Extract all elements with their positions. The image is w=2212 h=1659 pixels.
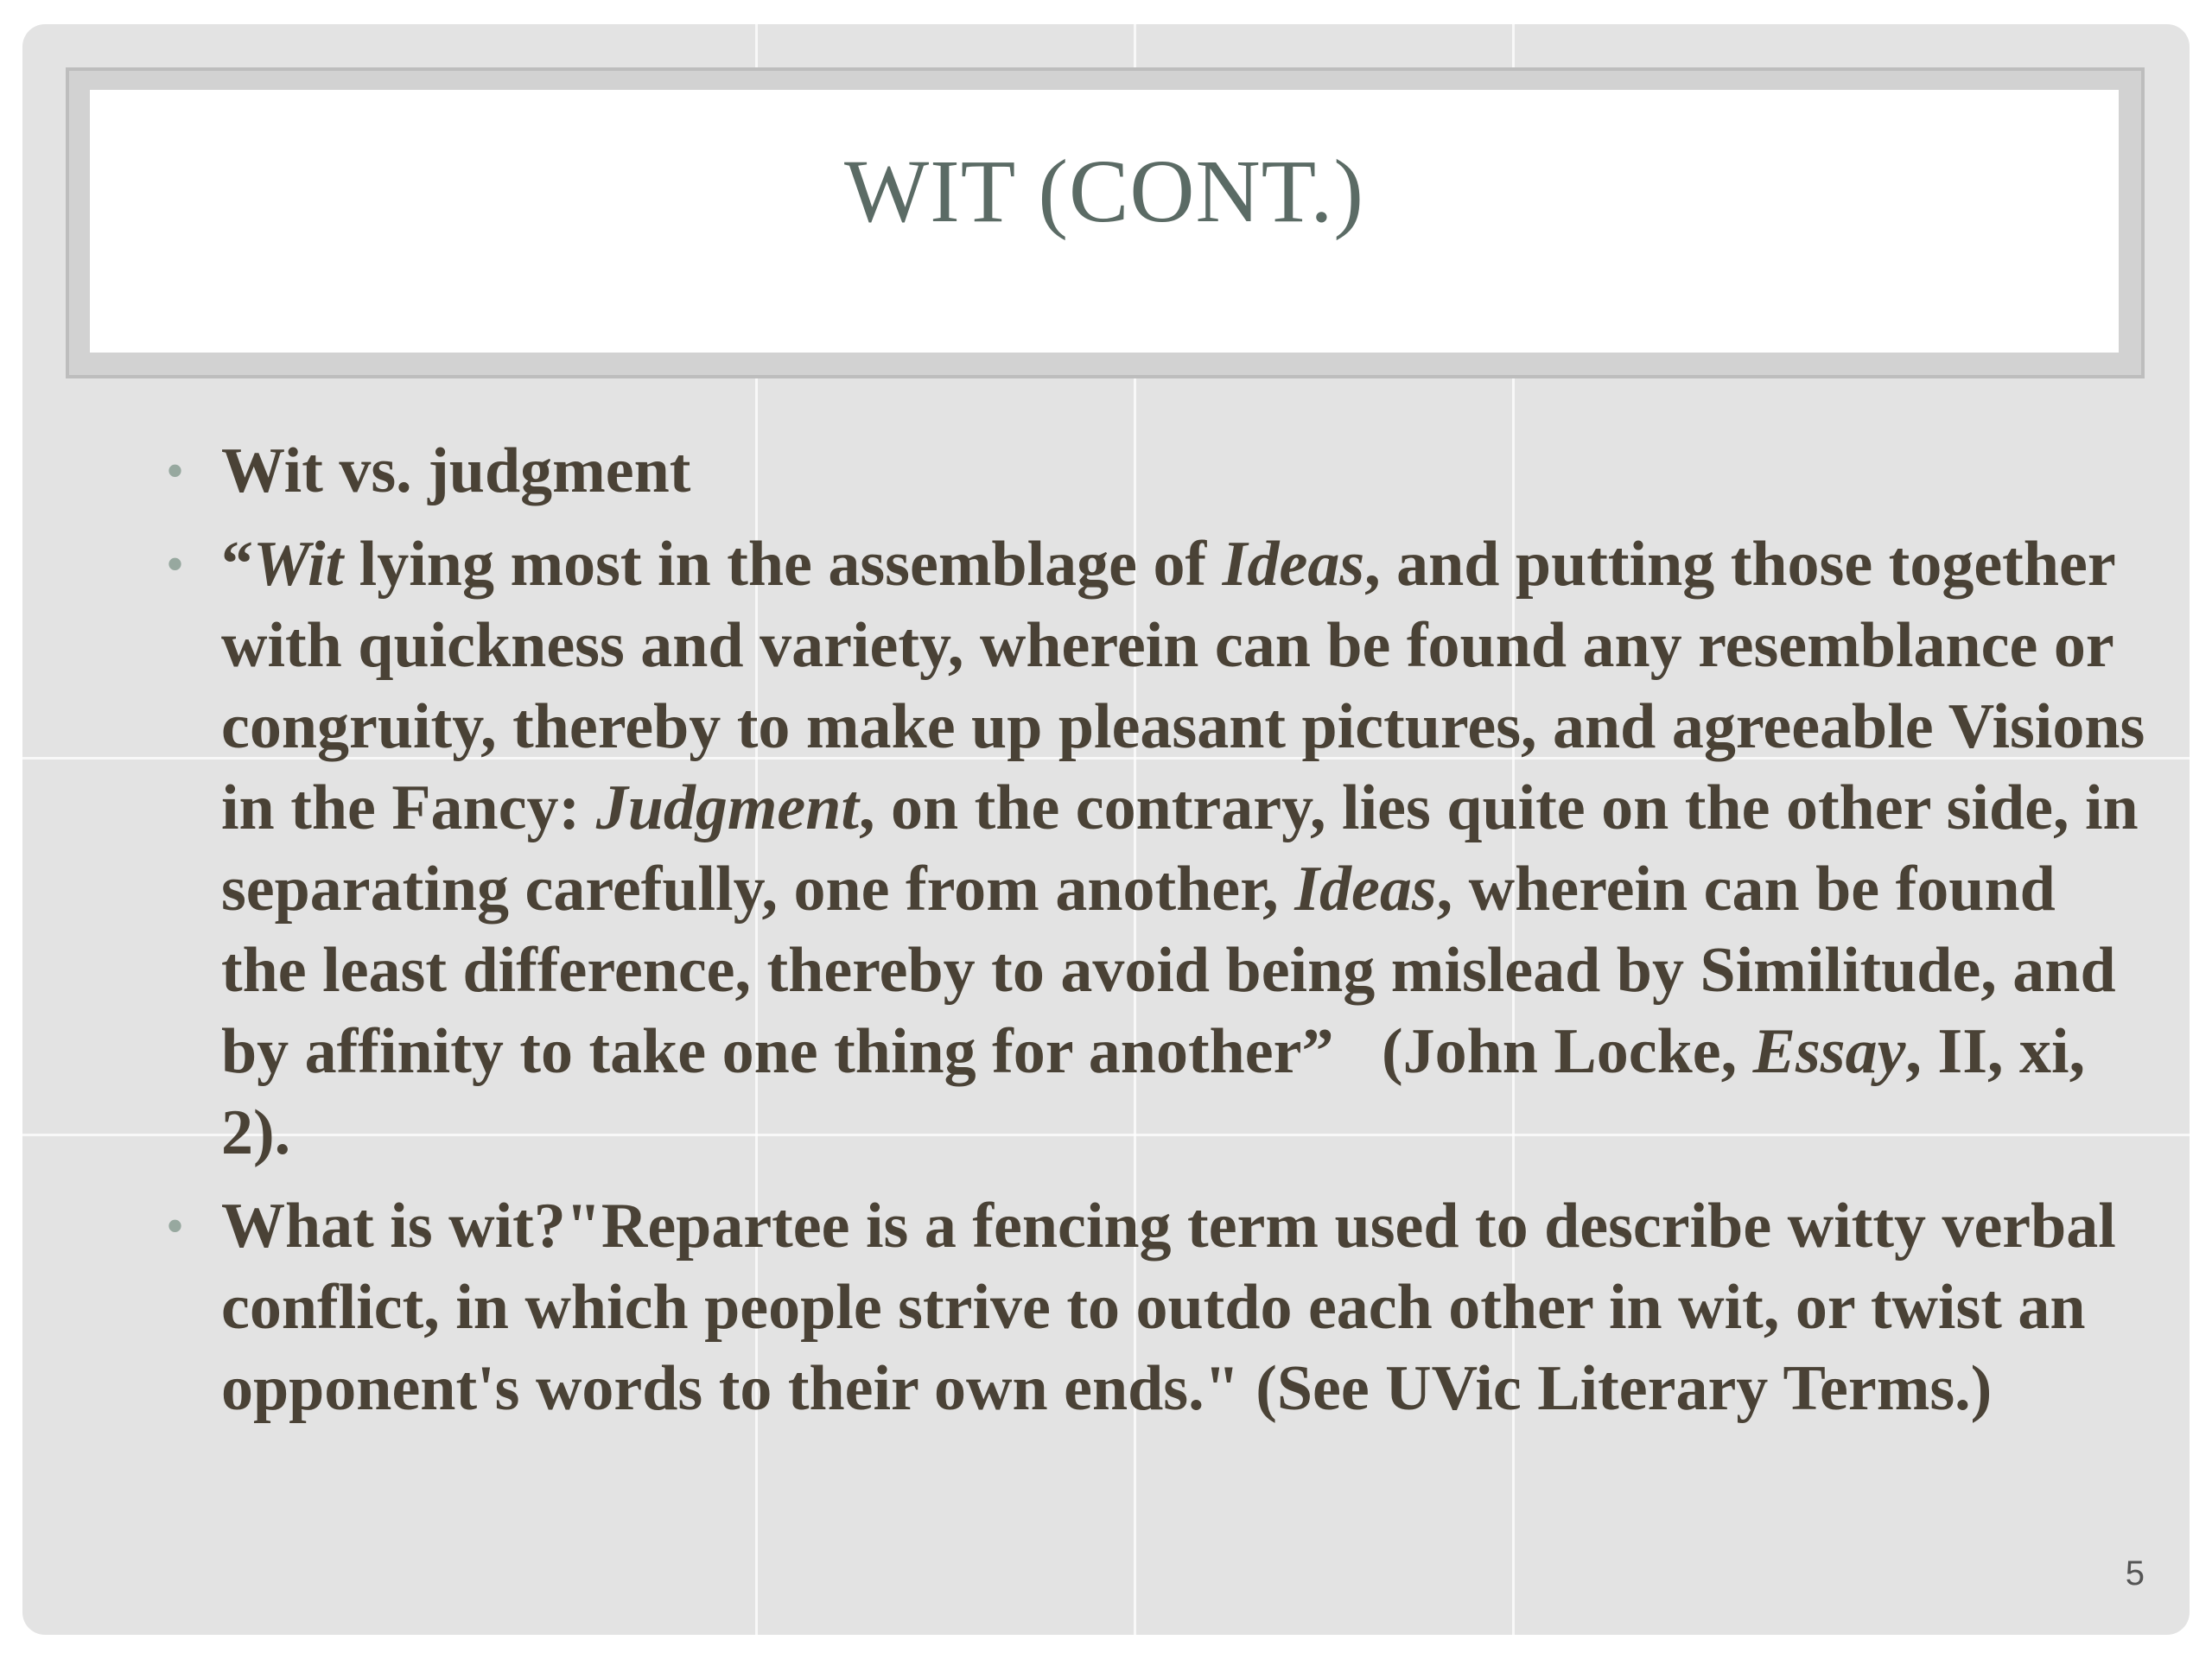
quote-text: , wherein can be found the least difference, thereby to avoid being mislead by Similitude, and by affinity to take one thing for another (221, 854, 2116, 1087)
title-frame (66, 67, 2145, 378)
bullet-item (143, 1185, 2148, 1429)
quote-open: “ (221, 529, 253, 600)
quote-italic-ideas: Ideas (1222, 529, 1365, 600)
bullet-marker: • (166, 442, 185, 499)
quote-text: lying most in the assemblage of (343, 529, 1223, 600)
slide (22, 24, 2190, 1635)
bullet-item-locke-quote (143, 524, 2148, 1173)
slide-title: WIT (CONT.) (843, 142, 1365, 241)
bullet-text: What is wit?"Repartee is a fencing term used to describe witty verbal conflict, in which people strive to outdo each other in wit, or twist an opponent's words to their own ends." (See UVic Literary Terms.) (221, 1191, 2116, 1424)
bullet-item (143, 430, 2148, 512)
quote-text: , and putting those together with quickness and variety, wherein can be found any resemblance or congruity, thereby to make up pleasant pictures, and agreeable Visions in the Fancy: (221, 529, 2145, 843)
quote-italic-wit: Wit (253, 529, 344, 600)
quote-close: ” (1301, 1016, 1334, 1087)
quote-text: , on the contrary, lies quite on the other side, in separating carefully, one from another, (221, 772, 2139, 925)
citation-italic-essay: Essay (1752, 1016, 1906, 1087)
quote-italic-judgment: Judgment (595, 772, 859, 843)
quote-italic-ideas: Ideas (1294, 854, 1437, 925)
bullet-list (143, 430, 2148, 1441)
bullet-text: Wit vs. judgment (221, 435, 691, 506)
title-box (90, 90, 2119, 353)
bullet-marker: • (166, 536, 185, 593)
citation-text: , II, xi, 2). (221, 1016, 2086, 1168)
slide-number: 5 (2125, 1554, 2145, 1592)
bullet-marker: • (166, 1198, 185, 1255)
citation-text: (John Locke, (1333, 1016, 1753, 1087)
